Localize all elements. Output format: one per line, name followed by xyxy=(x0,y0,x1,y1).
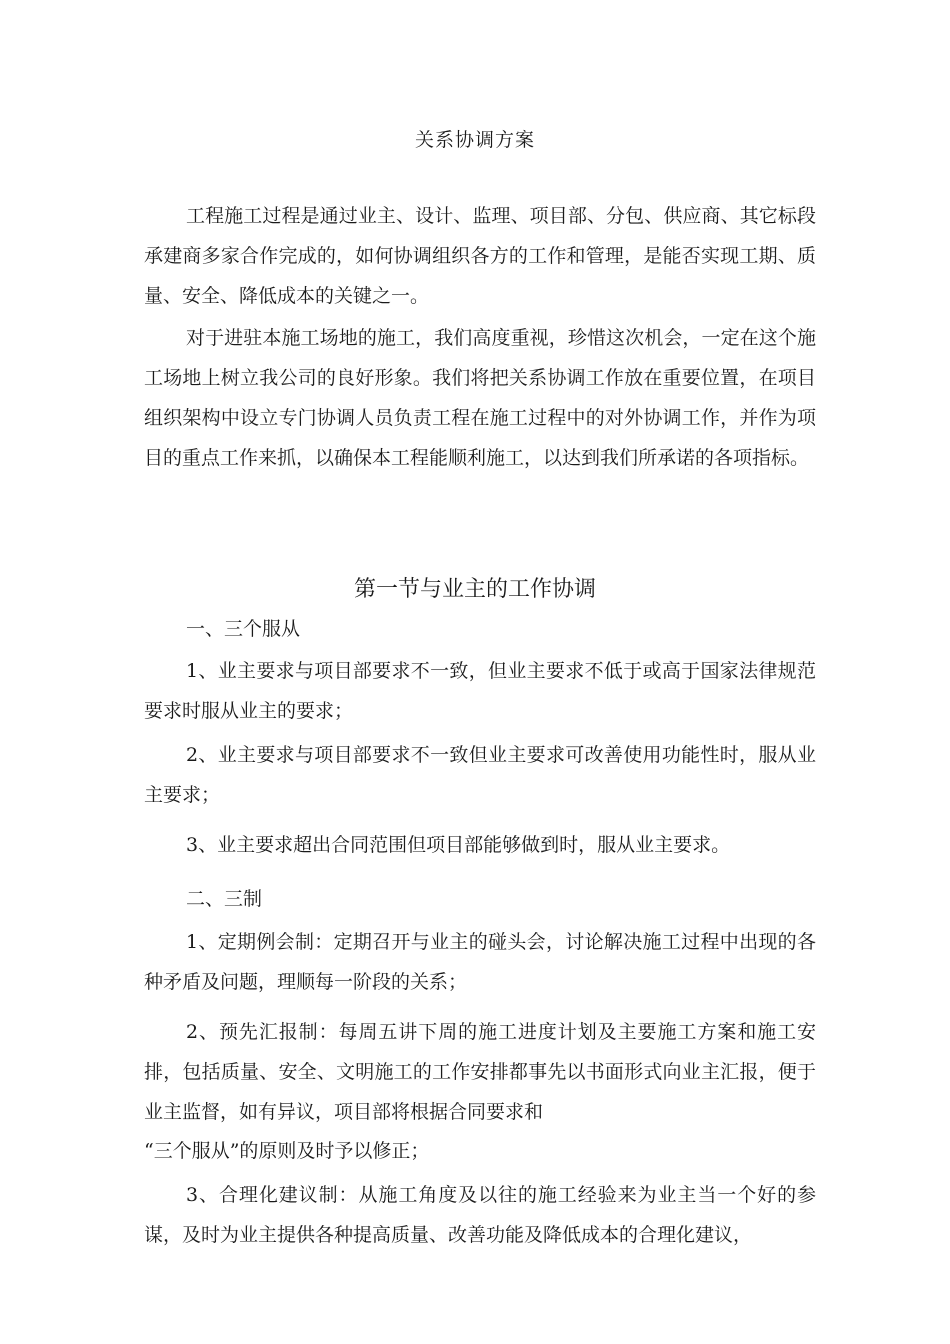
subsection-heading-three-systems: 二、三制 xyxy=(186,888,263,910)
intro-paragraph-1: 工程施工过程是通过业主、设计、监理、项目部、分包、供应商、其它标段承建商多家合作完成的，如何协调组织各方的工作和管理，是能否实现工期、质量、安全、降低成本的关键之一。 xyxy=(144,205,816,307)
obey-item-1: 1、业主要求与项目部要求不一致，但业主要求不低于或高于国家法律规范要求时服从业主的要求； xyxy=(144,660,816,722)
section-title: 第一节与业主的工作协调 xyxy=(353,577,596,602)
subsection-heading-three-obey: 一、三个服从 xyxy=(186,618,301,640)
obey-item-3: 3、业主要求超出合同范围但项目部能够做到时，服从业主要求。 xyxy=(186,834,731,856)
document-title: 关系协调方案 xyxy=(414,129,535,151)
system-item-2-continued: “三个服从”的原则及时予以修正； xyxy=(144,1140,430,1162)
system-item-2: 2、预先汇报制：每周五讲下周的施工进度计划及主要施工方案和施工安排，包括质量、安全、文明施工的工作安排都事先以书面形式向业主汇报，便于业主监督，如有异议，项目部将根据合同要求和 xyxy=(144,1021,816,1123)
obey-item-2: 2、业主要求与项目部要求不一致但业主要求可改善使用功能性时，服从业主要求； xyxy=(144,744,816,806)
system-item-1: 1、定期例会制：定期召开与业主的碰头会，讨论解决施工过程中出现的各种矛盾及问题，理顺每一阶段的关系； xyxy=(144,931,816,993)
system-item-3: 3、合理化建议制：从施工角度及以往的施工经验来为业主当一个好的参谋，及时为业主提供各种提高质量、改善功能及降低成本的合理化建议， xyxy=(144,1184,816,1246)
intro-paragraph-2: 对于进驻本施工场地的施工，我们高度重视，珍惜这次机会，一定在这个施工场地上树立我公司的良好形象。我们将把关系协调工作放在重要位置，在项目组织架构中设立专门协调人员负责工程在施工过程中的对外协调工作，并作为项目的重点工作来抓，以确保本工程能顺利施工，以达到我们所承诺的各项指标。 xyxy=(144,327,816,469)
